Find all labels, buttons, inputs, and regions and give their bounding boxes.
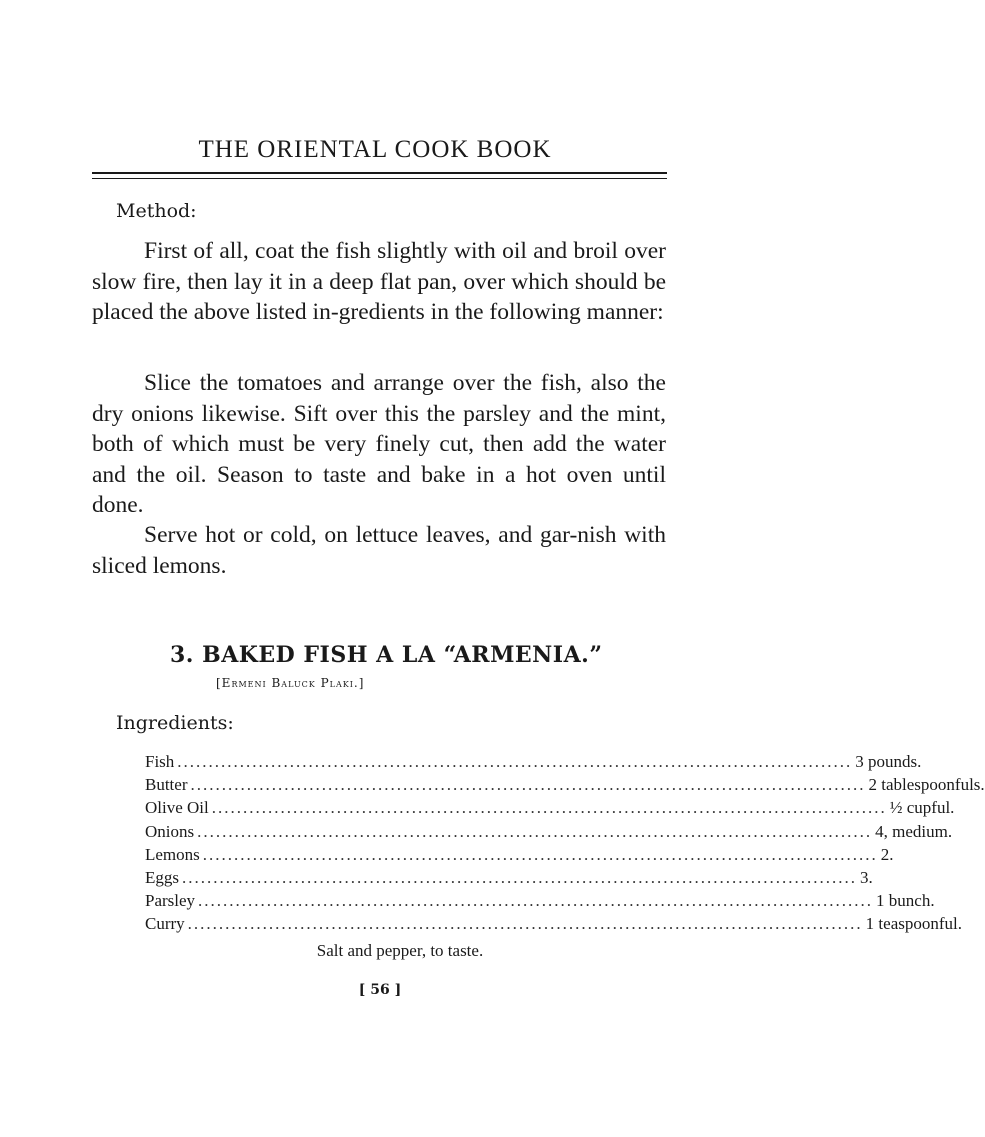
ingredient-row — [145, 821, 953, 845]
ingredient-row — [145, 775, 985, 798]
ingredient-row — [145, 914, 962, 937]
method-paragraph-2: Slice the tomatoes and arrange over the fish, also the dry onions likewise. Sift over this the parsley and the mint, both of which must be very finely cut, then add the water and the oil. Season to taste and bake in a hot oven until done. — [92, 370, 666, 518]
ingredient-quantity: 1 bunch. — [876, 891, 935, 911]
leader-dots: ............................................................................................................ — [177, 752, 853, 771]
ingredient-name: Parsley — [145, 891, 196, 911]
recipe-subtitle: [Ermeni Baluck Plaki.] — [216, 676, 365, 690]
method-paragraph-1: First of all, coat the fish slightly with oil and broil over slow fire, then lay it in a deep flat pan, over which should be placed the above listed in-gredients in the following manner: — [92, 238, 666, 325]
leader-dots: ............................................................................................................ — [187, 914, 863, 934]
header-rule-thin — [92, 178, 667, 179]
leader-dots: ............................................................................................................ — [197, 821, 873, 841]
ingredient-quantity: 2. — [880, 844, 894, 864]
ingredient-row — [145, 844, 894, 868]
ingredient-quantity: 3. — [860, 867, 873, 887]
ingredient-quantity: 2 tablespoonfuls. — [868, 775, 985, 795]
leader-dots: ............................................................................................................ — [198, 891, 874, 911]
ingredient-name: Curry — [145, 914, 185, 934]
ingredient-row — [145, 798, 955, 821]
method-paragraph-3: Serve hot or cold, on lettuce leaves, and gar-nish with sliced lemons. — [92, 522, 666, 579]
ingredient-quantity: 4, medium. — [875, 821, 953, 841]
leader-dots: ............................................................................................................ — [211, 798, 887, 818]
leader-dots: ............................................................................................................ — [190, 775, 866, 795]
recipe-title: 3. BAKED FISH A LA “ARMENIA.” — [170, 642, 603, 668]
ingredient-name: Butter — [145, 775, 188, 795]
ingredient-name: Lemons — [145, 844, 200, 864]
ingredient-quantity: 3 pounds. — [855, 752, 922, 771]
ingredient-row — [145, 867, 873, 891]
ingredient-row — [145, 752, 922, 775]
page-number: [ 56 ] — [358, 982, 402, 998]
ingredient-name: Eggs — [145, 867, 179, 887]
header-rule-thick — [92, 172, 667, 174]
leader-dots: ............................................................................................................ — [182, 867, 857, 887]
ingredients-list — [145, 752, 985, 938]
leader-dots: ............................................................................................................ — [202, 844, 878, 864]
ingredient-name: Olive Oil — [145, 798, 209, 818]
method-label: Method: — [116, 200, 197, 222]
ingredients-label: Ingredients: — [116, 712, 234, 734]
running-title: THE ORIENTAL COOK BOOK — [198, 136, 552, 163]
ingredient-quantity: ½ cupful. — [889, 798, 955, 818]
ingredient-name: Fish — [145, 752, 175, 771]
ingredient-quantity: 1 teaspoonful. — [865, 914, 962, 934]
ingredient-row — [145, 891, 935, 914]
ingredient-name: Onions — [145, 821, 195, 841]
seasoning-note: Salt and pepper, to taste. — [316, 941, 484, 960]
